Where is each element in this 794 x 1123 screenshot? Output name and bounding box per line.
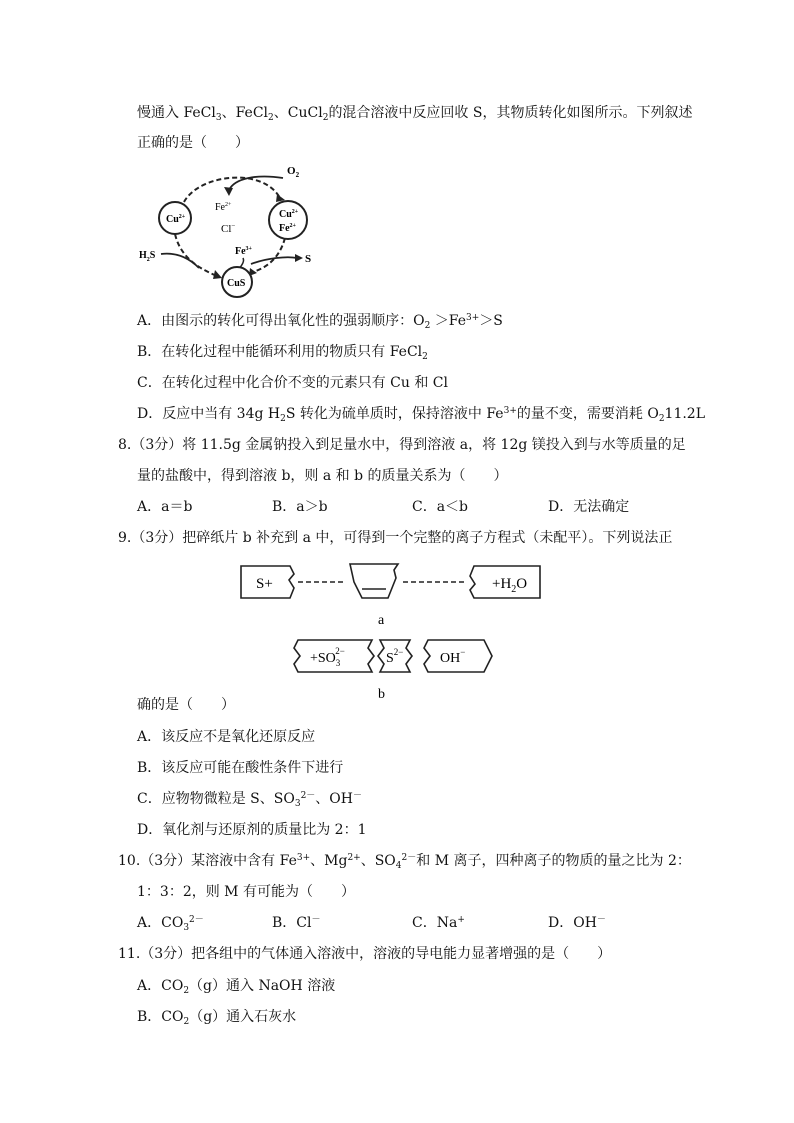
intro-text: 慢通入 FeCl <box>137 105 216 121</box>
scrap-h2o-text: $+H_2O$ <box>492 576 528 595</box>
option-text: A．由图示的转化可得出氧化性的强弱顺序：O <box>137 313 425 329</box>
scrap-oh-text: OH− <box>440 647 466 666</box>
subscript: 4 <box>395 861 402 871</box>
q8-option-d: D．无法确定 <box>548 499 630 515</box>
fe2-center-label: $Fe^{2+}$ <box>215 202 232 213</box>
option-text: C．应物物微粒是 S、SO <box>137 791 295 807</box>
cu2-left-label: $Cu^{2+}$ <box>166 214 186 225</box>
superscript: 2－ <box>189 915 204 925</box>
subscript: 2 <box>322 113 329 123</box>
option-text: S 转化为硫单质时，保持溶液中 Fe <box>285 406 504 422</box>
dashed-cycle-arc-right <box>253 238 285 272</box>
superscript: 3+ <box>466 313 480 323</box>
subscript: 2 <box>422 352 428 362</box>
q10-line-2: 1：3：2，则 M 有可能为（ ） <box>137 884 355 900</box>
label-b: b <box>378 687 385 702</box>
s-label: S <box>305 253 312 265</box>
q11-line-1: 11.（3分）把各组中的气体通入溶液中，溶液的导电能力显著增强的是（ ） <box>118 946 612 962</box>
intro-line-1 <box>137 104 692 122</box>
subscript: 2 <box>424 321 431 331</box>
q8-option-c: C．a＜b <box>412 499 469 515</box>
q9-line-1: 9.（3分）把碎纸片 b 补充到 a 中，可得到一个完整的离子方程式（未配平）。下列说法正 <box>118 530 673 546</box>
q10-option-b <box>272 914 321 932</box>
subscript: 3 <box>294 799 301 809</box>
option-text: （g）通入 NaOH 溶液 <box>189 978 336 994</box>
option-text: D．反应中当有 34g H <box>137 406 281 422</box>
cycle-diagram <box>137 160 317 300</box>
h2s-arrow <box>161 254 199 268</box>
q8-line-1: 8.（3分）将 11.5g 金属钠投入到足量水中，得到溶液 a，将 12g 镁投入到与水等质量的足 <box>118 437 686 453</box>
arrow-head-icon <box>295 254 303 262</box>
s-arrow <box>251 257 297 264</box>
superscript: 2－ <box>401 853 417 863</box>
superscript: － <box>352 791 362 801</box>
question-text: 和 M 离子，四种离子的物质的量之比为 2： <box>416 853 691 869</box>
subscript: 2 <box>183 1017 190 1027</box>
fe3-label: $Fe^{3+}$ <box>235 246 252 257</box>
question-text: 、SO <box>360 853 396 869</box>
intro-line-2: 正确的是（ ） <box>137 135 249 151</box>
q10-option-c <box>412 914 465 932</box>
option-text: 、OH <box>315 791 353 807</box>
subscript: 3 <box>183 923 190 933</box>
superscript: 2－ <box>300 791 316 801</box>
question-text: 、Mg <box>310 853 348 869</box>
option-text: C．Na <box>412 915 458 931</box>
subscript: 2 <box>183 986 190 996</box>
q7-option-a <box>137 312 503 330</box>
q9-option-a: A．该反应不是氧化还原反应 <box>137 729 316 745</box>
q9-line-2: 确的是（ ） <box>137 697 235 713</box>
subscript: 2 <box>658 414 665 424</box>
subscript: 3 <box>215 113 222 123</box>
q8-option-a: A．a＝b <box>137 499 193 515</box>
scrap-blank <box>350 564 398 598</box>
option-text: （g）通入石灰水 <box>189 1009 297 1025</box>
option-text: ＞Fe <box>430 313 467 329</box>
option-text: A．CO <box>137 978 184 994</box>
o2-label: $O_2$ <box>287 165 300 179</box>
q8-line-2: 量的盐酸中，得到溶液 b，则 a 和 b 的质量关系为（ ） <box>137 468 508 484</box>
arrow-head-icon <box>224 187 233 196</box>
option-text: D．OH <box>548 915 597 931</box>
option-text: A．CO <box>137 915 184 931</box>
q7-option-d <box>137 405 705 423</box>
arrow-head-icon <box>213 270 222 279</box>
q9-option-b: B．该反应可能在酸性条件下进行 <box>137 760 344 776</box>
cu2-right-label: $Cu^{2+}$ <box>279 209 299 220</box>
subscript: 2 <box>280 414 286 424</box>
superscript: 3+ <box>503 406 517 416</box>
option-text: 11.2L <box>664 406 706 422</box>
q10-option-a <box>137 914 204 932</box>
option-text: ＞S <box>479 313 503 329</box>
q9-option-c <box>137 790 362 808</box>
intro-text: 的混合溶液中反应回收 S，其物质转化如图所示。下列叙述 <box>328 105 693 121</box>
q7-option-b <box>137 343 428 361</box>
superscript: + <box>457 915 465 925</box>
scrap-so3-text: $+SO_32-$ <box>310 646 345 668</box>
superscript: － <box>596 915 606 925</box>
option-text: 的量不变，需要消耗 O <box>516 406 659 422</box>
dashed-cycle-arc-left <box>175 234 217 276</box>
h2s-label: $H_2S$ <box>139 250 156 263</box>
scrap-s2-text: $S^{2-}$ <box>386 647 404 666</box>
q10-line-1 <box>118 852 691 870</box>
q9-option-d: D．氧化剂与还原剂的质量比为 2：1 <box>137 822 367 838</box>
subscript: 2 <box>268 113 274 123</box>
q7-option-c: C．在转化过程中化合价不变的元素只有 Cu 和 Cl <box>137 375 448 391</box>
superscript: 3+ <box>296 853 311 863</box>
label-a: a <box>378 613 385 628</box>
q11-option-a <box>137 977 335 995</box>
option-text: B．Cl <box>272 915 312 931</box>
dashed-cycle-arc-top <box>184 178 281 202</box>
q10-option-d <box>548 914 606 932</box>
scrap-s-plus-text: S+ <box>256 576 273 592</box>
cus-label: CuS <box>227 278 246 289</box>
question-text: 10.（3分）某溶液中含有 Fe <box>118 853 297 869</box>
superscript: 2+ <box>347 853 361 863</box>
intro-text: 、FeCl <box>221 105 269 121</box>
option-text: B．CO <box>137 1009 184 1025</box>
fe2-right-label: $Fe^{2+}$ <box>279 223 296 234</box>
q8-option-b: B．a＞b <box>272 499 328 515</box>
intro-text: 、CuCl <box>273 105 323 121</box>
cl-center-label: Cl− <box>221 222 236 235</box>
superscript: － <box>311 915 321 925</box>
option-text: B．在转化过程中能循环利用的物质只有 FeCl <box>137 344 423 360</box>
paper-scraps-diagram <box>238 558 548 710</box>
q11-option-b <box>137 1008 296 1026</box>
